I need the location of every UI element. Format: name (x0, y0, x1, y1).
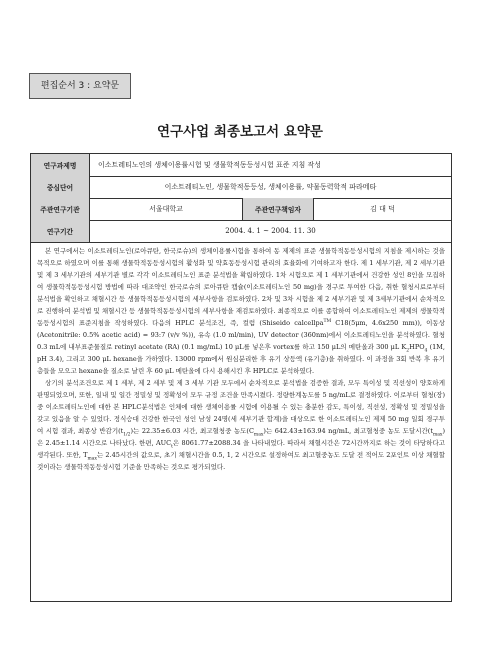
institution-row (31, 198, 451, 221)
section-tag: 편집순서 3 : 요약문 (29, 73, 131, 99)
page-title: 연구사업 최종보고서 요약문 (157, 124, 323, 140)
project-row (31, 154, 451, 177)
project-label: 연구과제명 (31, 154, 90, 176)
period-label: 연구기간 (31, 220, 90, 242)
summary-table (30, 153, 452, 602)
summary-paragraph-1: 본 연구에서는 이소트레티노인(로아큐탄, 한국로슈)의 생체이용률시험을 통하여 동 제제의 표준 생물학적동등성시험의 지침을 제시하는 것을 목적으로 하였으며 이를 통해 생물학적동등성시험의 활성화 및 약효동등성시험 관리의 효율화에 기여하고자 한다. 제 1 세부기관, 제 2 세부기관 및 제 3 세부기관의 세부기관 별로 각각 이소트레티노인 표준 분석법을 확립하였다. 1차 시험으로 제 1 세부기관에서 건강한 성인 8인을 모집하여 생물학적동등성시험 방법에 따라 대조약인 한국로슈의 로아큐탄 캡슐(이소트레티노인 50 mg)을 경구로 투여한 다음, 취한 혈청시료로부터 분석법을 확인하고 채혈시간 등 생물학적동등성시험의 세부사항을 검토하였다. 2차 및 3차 시험을 제 2 세부기관 및 제 3세부기관에서 순차적으로 진행하여 분석법 및 채혈시간 등 생물학적동등성시험의 세부사항을 재검토하였다. 최종적으로 이를 종합하여 이소트레티노인 제제의 생물학적동등성시험의 표준지침을 작성하였다. 다음의 HPLC 분석조건, 즉, 컬럼 (Shiseido calcellpa™ C18(5μm, 4.6x250 mm)), 이동상 (Acetonitrile: 0.5% acetic acid) = 93:7 (v/v %)), 유속 (1.0 ml/min), UV detector (360nm)에서 이소트레티노인을 분석하였다. 혈청 0.3 mL에 내부표준물질로 retinyl acetate (RA) (0.1 mg/mL) 10 μL를 넣은후 vortex를 하고 150 μL의 메탄올과 300 μL $K_2HPO_4$ (1M, pH 3.4), 그리고 300 μL hexane을 가하였다. 13000 rpm에서 원심분리한 후 유기 상등액 (유기층)을 취하였다. 이 과정을 3회 반복 후 유기층들을 모으고 hexane을 질소로 날린 후 60 μL 메탄올에 다시 용해시킨 후 HPLC로 분석하였다. (37, 247, 445, 375)
manager-value: 김 대 덕 (370, 205, 395, 213)
period-row (31, 220, 451, 243)
keywords-value: 이소트레티노인, 생물학적동등성, 생체이용률, 약물동력학적 파라메타 (164, 183, 377, 191)
manager-label: 주관연구책임자 (242, 198, 314, 220)
summary-body (37, 245, 445, 473)
period-value: 2004. 4. 1 ~ 2004. 11. 30 (225, 227, 316, 235)
keywords-row (31, 176, 451, 199)
institution-value: 서울대학교 (149, 205, 183, 213)
keywords-label: 중심단어 (31, 176, 90, 198)
summary-paragraph-2: 상기의 분석조건으로 제 1 세부, 제 2 세부 및 제 3 세부 기관 모두에서 순차적으로 분석법을 검증한 결과, 모두 특이성 및 직선성이 양호하게 판명되었으며, 또한, 일내 및 일간 정밀성 및 정확성이 모두 규정 조건을 만족시켰다. 정량한계농도를 5 ng/mL로 결정하였다. 이로부터 혈청(장) 중 이소트레티노인에 대한 본 HPLC분석법은 인체에 대한 생체이용률 시험에 이용될 수 있는 충분한 감도, 특이성, 직선성, 정확성 및 정밀성을 갖고 있음을 알 수 있었다. 정식승대 건강한 한국인 성인 남성 24명(세 세부기관 합계)을 대상으로 한 이소트레티노인 제제 50 mg 일회 경구투여 시험 결과, 최종상 반감기$(t_{1/2})$는 22.35±6.03 시간, 최고혈청중 농도$(C_{max})$는 642.43±163.94 ng/mL, 최고혈청중 농도 도달시간$(t_{max})$은 2.45±1.14 시간으로 나타났다. 한편, $AUC_t$은 8061.77±2088.34 을 나타내었다. 따라서 채혈시간은 72시간까지로 하는 것이 타당하다고 생각된다. 또한, $T_{max}$는 2.45시간의 값으로, 초기 채혈시간을 0.5, 1, 2 시간으로 설정하여도 최고혈중농도 도달 전 적어도 2포인트 이상 채혈할 것이라는 생물학적동등성시험 기준을 만족하는 것으로 평가되었다. (37, 379, 445, 471)
institution-label: 주관연구기관 (31, 198, 90, 220)
project-value: 이소트레티노인의 생체이용률시험 및 생물학적동등성시험 표준 지침 작성 (98, 161, 321, 169)
